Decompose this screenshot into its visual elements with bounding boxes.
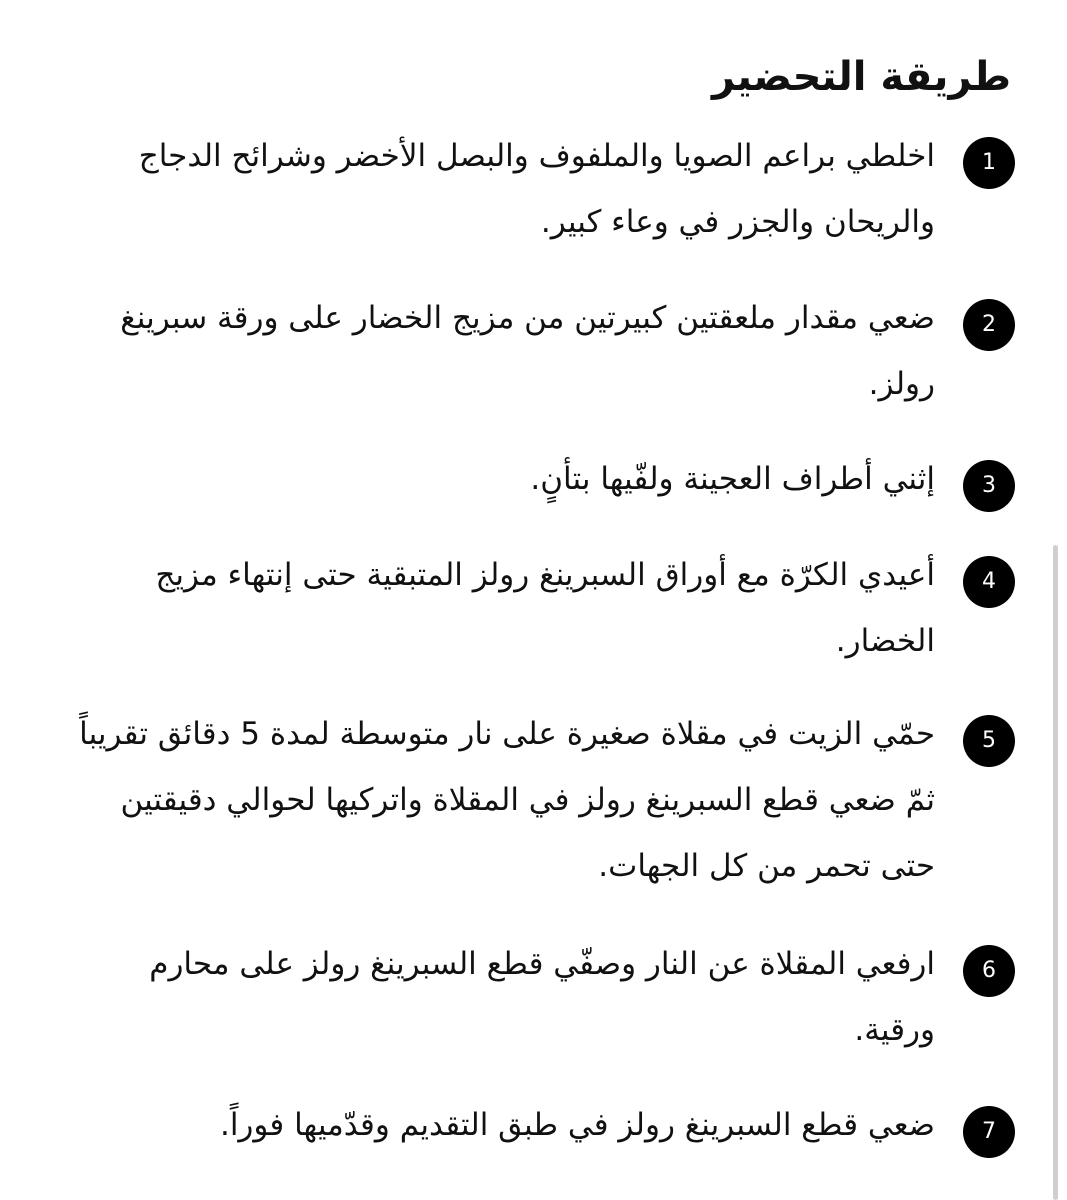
step-text: إثني أطراف العجينة ولفّيها بتأنٍ. [530,461,935,497]
step-number-badge: 3 [963,460,1015,512]
step-item [35,285,1015,435]
step-item [35,701,1015,884]
step-number-badge: 4 [963,556,1015,608]
step-text: حمّي الزيت في مقلاة صغيرة على نار متوسطة لمدة 5 دقائق تقريباً ثمّ ضعي قطع السبرينغ رولز في المقلاة واتركيها لحوالي دقيقتين حتى تحمر من كل الجهات. [79,716,935,884]
step-number-badge: 2 [963,299,1015,351]
step-text: أعيدي الكرّة مع أوراق السبرينغ رولز المتبقية حتى إنتهاء مزيج الخضار. [155,557,935,659]
step-number-badge: 7 [963,1106,1015,1158]
step-number-badge: 6 [963,945,1015,997]
step-item [35,542,1015,692]
step-item [35,123,1015,273]
step-number-badge: 5 [963,715,1015,767]
step-item [35,1092,1015,1200]
step-text: ارفعي المقلاة عن النار وصفّي قطع السبرينغ رولز على محارم ورقية. [149,946,935,1048]
step-item [35,931,1015,1081]
vertical-scrollbar[interactable] [1053,545,1058,1200]
step-text: ضعي مقدار ملعقتين كبيرتين من مزيج الخضار على ورقة سبرينغ رولز. [120,300,935,402]
step-text: اخلطي براعم الصويا والملفوف والبصل الأخضر وشرائح الدجاج والريحان والجزر في وعاء كبير. [138,138,935,240]
page-title: طريقة التحضير [711,53,1011,100]
step-text: ضعي قطع السبرينغ رولز في طبق التقديم وقدّميها فوراً. [219,1107,935,1143]
step-number-badge: 1 [963,137,1015,189]
